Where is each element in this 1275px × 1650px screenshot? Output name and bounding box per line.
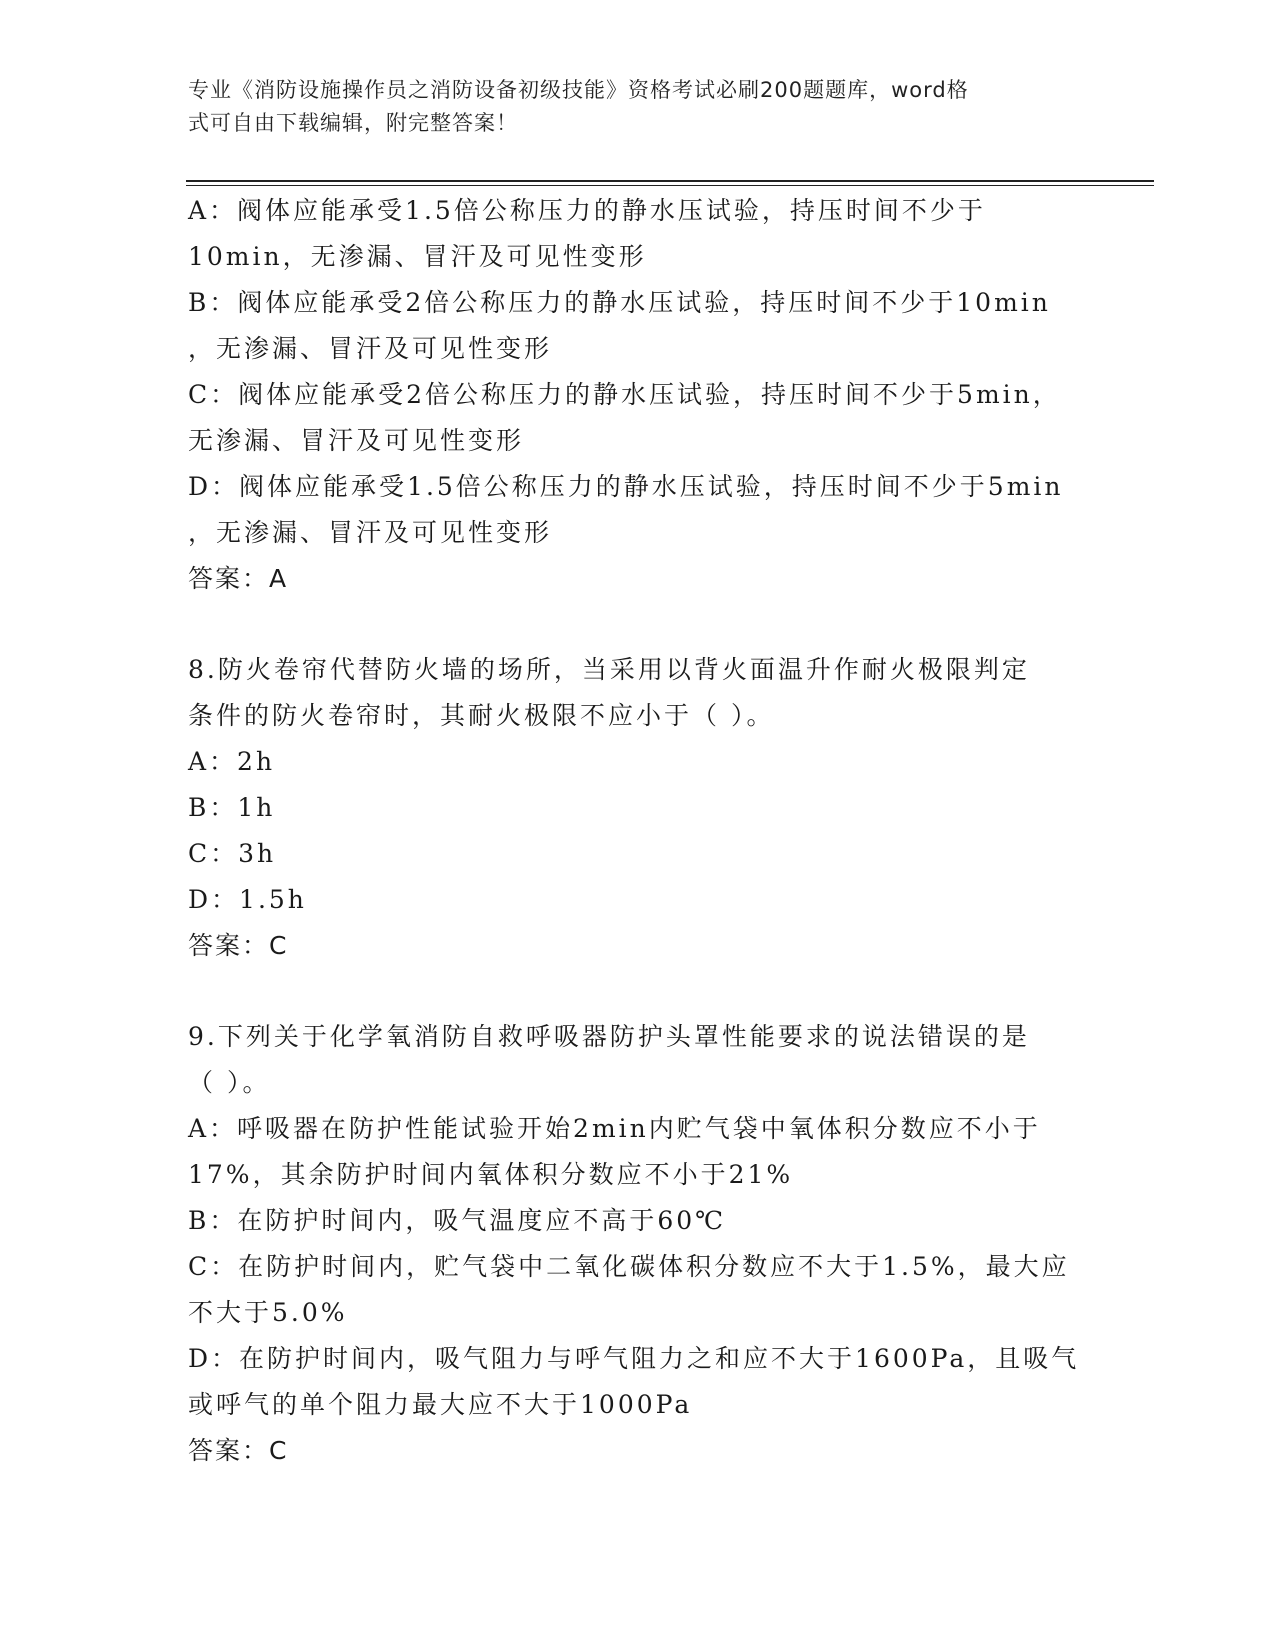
- q8-answer: 答案：C: [188, 931, 289, 960]
- q7-option-d-line-1: D：阀体应能承受1.5倍公称压力的静水压试验，持压时间不少于5min: [188, 472, 1064, 501]
- q7-option-a-line-2: 10min，无渗漏、冒汗及可见性变形: [188, 242, 647, 271]
- question-content: [188, 188, 1088, 1474]
- question-8: [188, 647, 1088, 969]
- q8-option-a: A：2h: [188, 747, 276, 776]
- q8-option-c: C：3h: [188, 839, 277, 868]
- q7-option-b-line-1: B：阀体应能承受2倍公称压力的静水压试验，持压时间不少于10min: [188, 288, 1051, 317]
- header-line-1: 专业《消防设施操作员之消防设备初级技能》资格考试必刷200题题库，word格: [188, 78, 969, 102]
- document-header: [188, 74, 1088, 140]
- q9-option-c-line-1: C：在防护时间内，贮气袋中二氧化碳体积分数应不大于1.5%，最大应: [188, 1252, 1070, 1281]
- q9-option-b: B：在防护时间内，吸气温度应不高于60℃: [188, 1206, 727, 1235]
- q7-option-a-line-1: A：阀体应能承受1.5倍公称压力的静水压试验，持压时间不少于: [188, 196, 986, 225]
- q9-option-a-line-2: 17%，其余防护时间内氧体积分数应不小于21%: [188, 1160, 794, 1189]
- q8-option-b: B：1h: [188, 793, 276, 822]
- q7-answer: 答案：A: [188, 564, 289, 593]
- header-line-2: 式可自由下载编辑，附完整答案！: [188, 111, 518, 135]
- q9-stem-line-2: （ ）。: [188, 1068, 271, 1097]
- spacer: [188, 602, 1088, 647]
- q7-option-b-line-2: ，无渗漏、冒汗及可见性变形: [188, 334, 553, 363]
- q9-option-d-line-1: D：在防护时间内，吸气阻力与呼气阻力之和应不大于1600Pa，且吸气: [188, 1344, 1080, 1373]
- question-7-options: [188, 188, 1088, 602]
- q8-stem-line-2: 条件的防火卷帘时，其耐火极限不应小于（ ）。: [188, 701, 775, 730]
- q9-option-a-line-1: A：呼吸器在防护性能试验开始2min内贮气袋中氧体积分数应不小于: [188, 1114, 1041, 1143]
- q9-answer: 答案：C: [188, 1436, 289, 1465]
- q8-option-d: D：1.5h: [188, 885, 307, 914]
- q8-stem-line-1: 8.防火卷帘代替防火墙的场所，当采用以背火面温升作耐火极限判定: [188, 655, 1030, 684]
- q7-option-d-line-2: ，无渗漏、冒汗及可见性变形: [188, 518, 553, 547]
- q9-option-d-line-2: 或呼气的单个阻力最大应不大于1000Pa: [188, 1390, 693, 1419]
- q7-option-c-line-2: 无渗漏、冒汗及可见性变形: [188, 426, 525, 455]
- q7-option-c-line-1: C：阀体应能承受2倍公称压力的静水压试验，持压时间不少于5min，: [188, 380, 1061, 409]
- q9-stem-line-1: 9.下列关于化学氧消防自救呼吸器防护头罩性能要求的说法错误的是: [188, 1022, 1030, 1051]
- question-9: [188, 1014, 1088, 1474]
- spacer: [188, 969, 1088, 1014]
- q9-option-c-line-2: 不大于5.0%: [188, 1298, 348, 1327]
- header-divider-thick: [186, 180, 1154, 182]
- header-divider-thin: [186, 185, 1154, 186]
